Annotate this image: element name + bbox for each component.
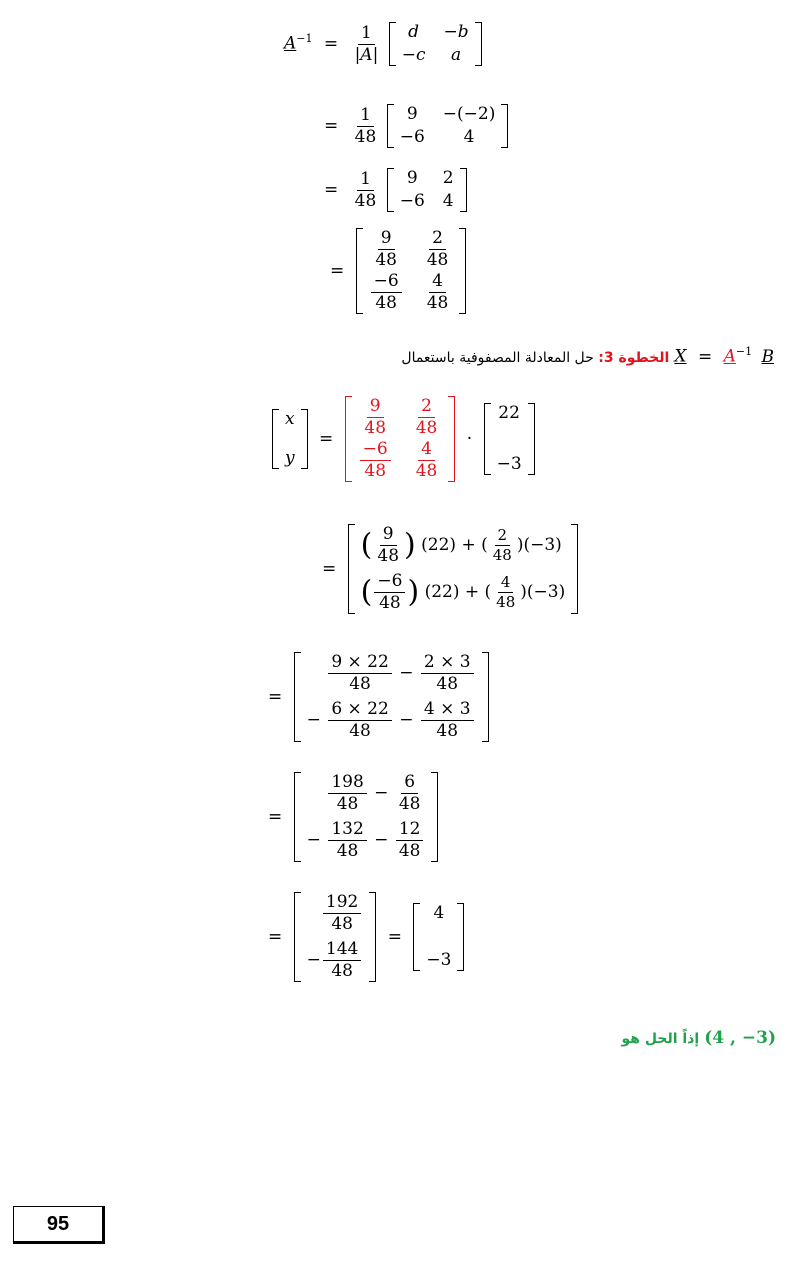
red-inverse-matrix: $\frac{9}{48}$ $\frac{2}{48}$ $\frac{-6}{48}$ $\frac{4}{48}$ (345, 396, 456, 482)
step3-text: حل المعادلة المصفوفية باستعمال (401, 349, 594, 366)
products-matrix (294, 652, 489, 742)
inverse-fraction-matrix: $\frac{9}{48}$ $\frac{2}{48}$ $\frac{-6}{48}$ $\frac{4}{48}$ (356, 228, 467, 314)
step3-heading (310, 346, 780, 366)
simplified-matrix: 9 2 −6 4 (387, 168, 467, 212)
variable-vector: x y (272, 409, 308, 469)
values-row-1: $\frac{198}{48}$ − $\frac{6}{48}$ (326, 774, 425, 813)
solution-vector: 4 −3 (413, 903, 464, 971)
products-step: = $\frac{9 \times 22}{48}$ − $\frac{2 \times 3}{48}$ − $\frac{6 \times 22}{48}$ − $\frac{4 \times 3}{48}$ (262, 652, 489, 742)
conclusion (440, 1028, 780, 1047)
inverse-matrix-result: = $\frac{9}{48}$ $\frac{2}{48}$ $\frac{-6}{48}$ $\frac{4}{48}$ (324, 228, 466, 314)
step3-prefix: الخطوة 3: (598, 349, 670, 366)
solution-pair: (4 , −3) (704, 1028, 776, 1048)
expanded-row-1: ( $\frac{9}{48}$ ) (22) + ( $\frac{2}{48}$ )(−3) (360, 524, 562, 566)
substituted-formula: = $\frac{1}{48}$ 9 −(−2) −6 4 (318, 104, 508, 148)
values-row-2: − $\frac{132}{48}$ − $\frac{12}{48}$ (307, 821, 426, 860)
values-matrix (294, 772, 439, 862)
inverse-formula (284, 22, 482, 66)
expanded-product: = ( $\frac{9}{48}$ ) (22) + ( $\frac{2}{48}$ )(−3) ( $\frac{-6}{48}$ ) (22) + ( $\frac{4}{48}$ )(−3) (316, 524, 578, 614)
inverse-superscript: −1 (296, 31, 313, 45)
step3-formula: $X = A^{-1}$ B (674, 345, 774, 367)
expanded-matrix (348, 524, 579, 614)
simplified-formula: = $\frac{1}{48}$ 9 2 −6 4 (318, 168, 467, 212)
dot-operator: · (466, 428, 473, 449)
final-step: = $\frac{192}{48}$ − $\frac{144}{48}$ = 4 −3 (262, 892, 464, 982)
adjugate-matrix: d −b −c a (389, 22, 482, 66)
equals-sign: = (323, 33, 339, 54)
page-number: 95 (13, 1206, 105, 1244)
solve-equation: x y = $\frac{9}{48}$ $\frac{2}{48}$ $\frac{-6}{48}$ $\frac{4}{48}$ · 22 −3 (272, 396, 535, 482)
substituted-matrix: 9 −(−2) −6 4 (387, 104, 509, 148)
products-row-1: $\frac{9 \times 22}{48}$ − $\frac{2 \times 3}{48}$ (326, 654, 475, 693)
products-row-2: − $\frac{6 \times 22}{48}$ − $\frac{4 \times 3}{48}$ (307, 701, 476, 740)
final-fraction-matrix: $\frac{192}{48}$ − $\frac{144}{48}$ (294, 892, 377, 982)
one-over-det: $\frac{1}{|A|}$ (354, 22, 379, 65)
values-step: = $\frac{198}{48}$ − $\frac{6}{48}$ − $\frac{132}{48}$ − $\frac{12}{48}$ (262, 772, 438, 862)
conclusion-text: إذاً الحل هو (621, 1031, 700, 1047)
matrix-a-symbol: A (284, 33, 297, 54)
constant-vector: 22 −3 (484, 403, 535, 475)
expanded-row-2: ( $\frac{-6}{48}$ ) (22) + ( $\frac{4}{48}$ )(−3) (360, 571, 566, 613)
